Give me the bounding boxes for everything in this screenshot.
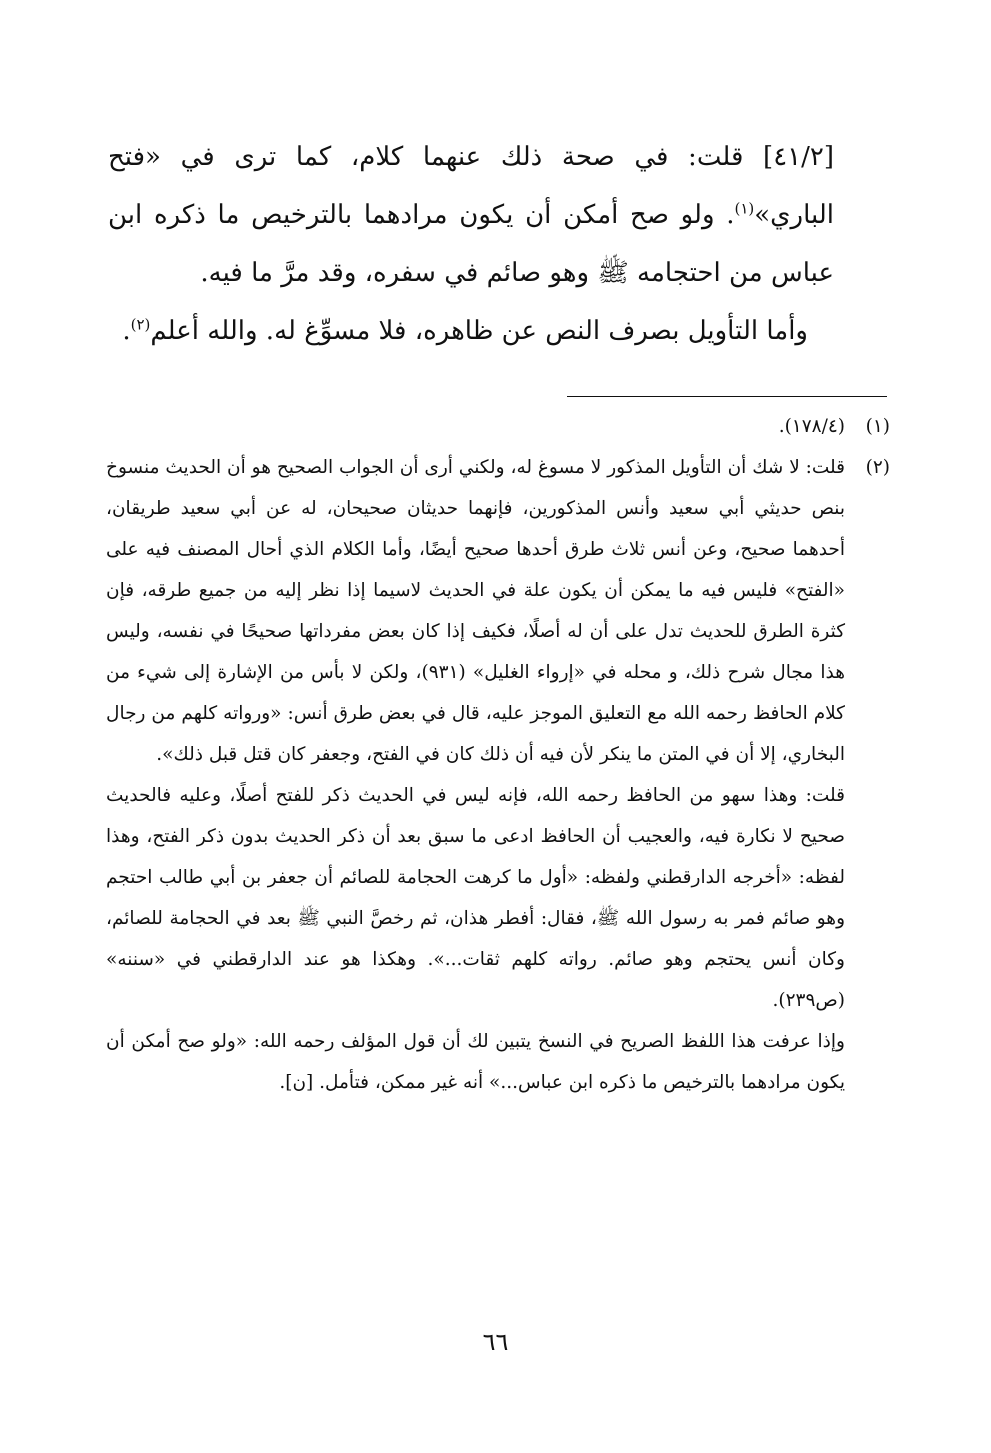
paragraph-1-text-a: قلت: في صحة ذلك عنهما كلام، كما ترى في «فتح الباري»	[108, 142, 834, 230]
footnote-2-paragraph-2: قلت: وهذا سهو من الحافظ رحمه الله، فإنه ليس في الحديث ذكر للفتح أصلًا، وعليه فالحديث صحيح لا نكارة فيه، والعجيب أن الحافظ ادعى ما سبق بعد أن ذكر الحديث بدون ذكر الفتح، وهذا لفظه: «أخرجه الدارقطني ولفظه: «أول ما كرهت الحجامة للصائم أن جعفر بن أبي طالب احتجم وهو صائم فمر به رسول الله ﷺ، فقال: أفطر هذان، ثم رخصَّ النبي ﷺ بعد في الحجامة للصائم، وكان أنس يحتجم وهو صائم. رواته كلهم ثقات...». وهكذا هو عند الدارقطني في «سننه» (ص٢٣٩).	[106, 785, 846, 1011]
footnote-2	[106, 447, 890, 1103]
main-paragraph-1	[108, 128, 834, 302]
footnote-2-paragraph-1: قلت: لا شك أن التأويل المذكور لا مسوغ له، ولكني أرى أن الجواب الصحيح هو أن الحديث منسوخ بنص حديثي أبي سعيد وأنس المذكورين، فإنهما حديثان صحيحان، له عن أبي سعيد طريقان، أحدهما صحيح، وعن أنس ثلاث طرق أحدها صحيح أيضًا، وأما الكلام الذي أحال المصنف فيه على «الفتح» فليس فيه ما يمكن أن يكون علة في الحديث لاسيما إذا نظر إليه من جميع طرقه، فإن كثرة الطرق للحديث تدل على أن له أصلًا، فكيف إذا كان بعض مفرداتها صحيحًا في نفسه، وليس هذا مجال شرح ذلك، و محله في «إرواء الغليل» (٩٣١)، ولكن لا بأس من الإشارة إلى شيء من كلام الحافظ رحمه الله مع التعليق الموجز عليه، قال في بعض طرق أنس: «ورواته كلهم من رجال البخاري، إلا أن في المتن ما ينكر لأن فيه أن ذلك كان في الفتح، وجعفر كان قتل قبل ذلك».	[106, 457, 845, 765]
footnote-2-body	[106, 447, 845, 1103]
paragraph-marker: [٤١/٢]	[763, 142, 834, 172]
main-paragraph-2	[108, 302, 834, 360]
footnote-1	[106, 406, 890, 447]
paragraph-2-text-b: .	[122, 316, 131, 346]
footnote-2-paragraph-3: وإذا عرفت هذا اللفظ الصريح في النسخ يتبين لك أن قول المؤلف رحمه الله: «ولو صح أمكن أن يكون مرادهما بالترخيص ما ذكره ابن عباس...» أنه غير ممكن، فتأمل. [ن].	[106, 1031, 845, 1093]
footnote-divider	[567, 396, 887, 397]
footnote-ref-1[interactable]: (١)	[734, 199, 755, 218]
footnote-1-body	[106, 406, 845, 447]
page-number: ٦٦	[482, 1328, 509, 1356]
main-text	[108, 128, 834, 360]
footnote-ref-2[interactable]: (٢)	[130, 315, 151, 334]
footnote-number: (٢)	[865, 457, 890, 478]
footnote-number: (١)	[865, 416, 890, 437]
footnotes	[106, 406, 890, 1103]
paragraph-2-text-a: وأما التأويل بصرف النص عن ظاهره، فلا مسوِّغ له. والله أعلم	[150, 316, 808, 346]
footnote-1-text: (١٧٨/٤).	[778, 416, 845, 437]
paragraph-1-text-b: . ولو صح أمكن أن يكون مرادهما بالترخيص ما ذكره ابن عباس من احتجامه ﷺ وهو صائم في سفره، وقد مرَّ ما فيه.	[108, 200, 834, 288]
